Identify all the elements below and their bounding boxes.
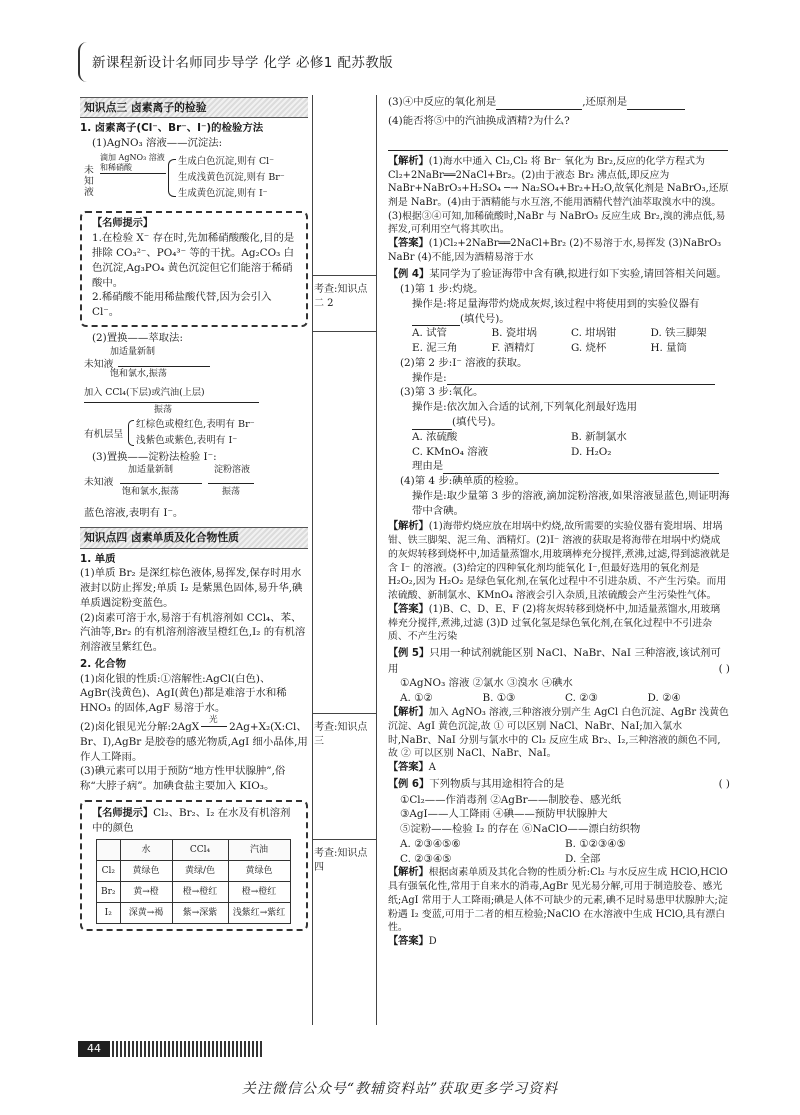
option[interactable]: C. KMnO₄ 溶液	[412, 445, 489, 458]
column-divider-left	[312, 95, 313, 1025]
paragraph: (1)单质 Br₂ 是深红棕色液体,易挥发,保存时用水液封以防止挥发;单质 I₂ 是紫黑色固体,易升华,碘单质遇淀粉变蓝色。	[80, 567, 303, 609]
option[interactable]: D. H₂O₂	[571, 445, 612, 458]
analysis-text: 根据卤素单质及其化合物的性质分析:Cl₂ 与水反应生成 HClO,HClO 具有强氧化性,常用于自来水的消毒,AgBr 见光易分解,可用于制造胶卷、感光纸;AgI 常用于人工降雨;碘是人体不可缺少的元素,碘不足时易患甲状腺肿大;淀粉遇 I₂ 变蓝,可用于二者的相互检验;NaClO 在水溶液中生成 HClO,具有漂白性。	[388, 867, 728, 934]
step-text-part: 理由是	[412, 460, 444, 473]
example-label: 【例 5】	[388, 648, 430, 660]
table-cell: Cl₂	[97, 861, 121, 882]
step-text-part: (填代号)。	[460, 312, 510, 325]
table-cell: 紫→深紫	[172, 903, 228, 924]
flow-bracket	[168, 159, 176, 197]
step: (3)第 3 步:氧化。	[400, 386, 484, 399]
table-row	[97, 903, 291, 924]
subheading: 1. 卤素离子(Cl⁻、Br⁻、I⁻)的检验方法	[80, 122, 264, 135]
margin-tag: 考查:知识点三	[314, 722, 368, 747]
option[interactable]: A. 浓硫酸	[412, 430, 458, 443]
flow-arrow	[84, 402, 259, 403]
step-text	[388, 415, 730, 430]
step: (4)第 4 步:碘单质的检验。	[400, 475, 525, 488]
table-cell: 黄绿色	[120, 861, 172, 882]
question-text: ,还原剂是	[582, 96, 628, 108]
option[interactable]: D. 全部	[565, 852, 601, 865]
option-list	[388, 837, 730, 867]
page-header	[78, 40, 728, 90]
example	[388, 267, 730, 282]
answer-blank[interactable]	[443, 462, 719, 474]
option-list	[388, 326, 730, 356]
paragraph: (3)碘元素可以用于预防“地方性甲状腺肿”,俗称“大脖子病”。加碘食盐主要加入 KIO₃。	[80, 765, 286, 793]
table-cell: 黄绿/色	[172, 861, 228, 882]
page-number: 44	[78, 1041, 110, 1057]
table-cell: 橙→橙红	[228, 882, 290, 903]
step-text	[388, 371, 730, 386]
flow-start: 未知液	[84, 477, 114, 489]
table-cell: 浅紫红→紫红	[228, 903, 290, 924]
example-label: 【例 4】	[388, 268, 430, 280]
header-brace	[78, 42, 87, 82]
method-title: (2)置换——萃取法:	[92, 331, 183, 344]
option[interactable]: D. 铁三脚架	[650, 327, 707, 340]
table-header-cell: CCl₄	[172, 840, 228, 861]
step-text	[388, 459, 730, 474]
answer-blank[interactable]	[412, 418, 452, 430]
flow-arrow-label: 饱和氯水,振荡	[122, 487, 179, 498]
table-cell: 黄绿色	[228, 861, 290, 882]
section-heading-3: 知识点三 卤素离子的检验	[80, 97, 308, 118]
flow-start: 未知液	[84, 358, 114, 370]
subheading: 2. 化合物	[80, 657, 126, 670]
step-text-part: 操作是:将足量海带灼烧成灰烬,该过程中将使用到的实验仪器有	[412, 297, 700, 310]
tips-box	[80, 211, 308, 327]
table-header-cell: 汽油	[228, 840, 290, 861]
step-text-part: 操作是:	[412, 371, 447, 384]
condition-label: 光	[209, 715, 218, 726]
answer	[388, 603, 730, 644]
analysis-text: (1)海水中通入 Cl₂,Cl₂ 将 Br⁻ 氧化为 Br₂,反应的化学方程式为 Cl₂+2NaBr══2NaCl+Br₂。(2)由于液态 Br₂ 沸点低,即反应为 NaBr+NaBrO₃+H₂SO₄ ─→ Na₂SO₄+Br₂+H₂O,故氧化剂是 NaBrO₃,还原剂是 NaBr。(4)由于酒精能与水互溶,不能用酒精代替汽油萃取溴水中的溴。(3)根据③④可知,加稀硫酸时,NaBr 与 NaBrO₃ 反应生成 Br₂,溴的沸点低,易挥发,可利用空气将其吹出。	[388, 155, 729, 236]
flow-arrow	[120, 483, 202, 484]
analysis-label: 【解析】	[388, 155, 429, 167]
flow-result: 蓝色溶液,表明有 I⁻。	[84, 507, 184, 520]
option[interactable]: A. 试管	[412, 327, 447, 340]
table-row	[97, 861, 291, 882]
option[interactable]: B. 新制氯水	[571, 430, 627, 443]
margin-rule	[312, 713, 376, 714]
answer-text: (1)Cl₂+2NaBr══2NaCl+Br₂ (2)不易溶于水,易挥发 (3)NaBrO₃ NaBr (4)不能,因为酒精易溶于水	[388, 237, 722, 263]
footer-note: 关注微信公众号“教辅资料站”获取更多学习资料	[241, 1081, 559, 1097]
flow-arrow-label: 振荡	[154, 404, 173, 415]
flow-result: 生成浅黄色沉淀,则有 Br⁻	[178, 171, 285, 183]
flow-result: 生成白色沉淀,则有 Cl⁻	[178, 155, 275, 167]
paragraph: (2)卤素可溶于水,易溶于有机溶剂如 CCl₄、苯、汽油等,Br₂ 的有机溶剂溶液呈橙红色,I₂ 的有机溶剂溶液呈紫红色。	[80, 611, 306, 654]
flow-arrow-label: 滴加 AgNO₃ 溶液和稀硝酸	[100, 152, 165, 172]
tips-title: 【名师提示】	[88, 217, 300, 231]
table-cell: 橙→橙红	[172, 882, 228, 903]
table-row	[97, 882, 291, 903]
table-cell: 深黄→褐	[120, 903, 172, 924]
margin-tag: 考查:知识点四	[314, 848, 368, 873]
flow-arrow-label: 加适量新制	[110, 346, 156, 357]
flow-result: 生成黄色沉淀,则有 I⁻	[178, 187, 268, 199]
flow-arrow-label: 淀粉溶液	[214, 465, 251, 476]
margin-rule	[312, 275, 376, 276]
analysis	[388, 866, 730, 935]
answer-blank[interactable]	[412, 314, 460, 326]
table-header-cell: 水	[120, 840, 172, 861]
answer-label: 【答案】	[388, 936, 429, 948]
option[interactable]: G. 烧杯	[571, 342, 607, 355]
items: ①Cl₂——作消毒剂 ②AgBr——制胶卷、感光纸	[400, 793, 622, 806]
margin-tag: 考查:知识点二 2	[314, 284, 368, 309]
table-cell: Br₂	[97, 882, 121, 903]
footer-decoration	[112, 1041, 262, 1057]
column-divider-right	[376, 95, 377, 1025]
answer	[388, 237, 730, 265]
flow-arrow	[208, 483, 254, 484]
step-text	[388, 400, 730, 415]
analysis	[388, 520, 730, 602]
analysis-label: 【解析】	[388, 867, 429, 879]
tips-box-colors	[80, 800, 308, 931]
flow-extraction	[84, 346, 308, 446]
flow-end-label: 有机层呈	[84, 428, 124, 440]
items: ①AgNO₃ 溶液 ②氯水 ③溴水 ④碘水	[400, 677, 573, 690]
table-cell: 黄→橙	[120, 882, 172, 903]
example-text: 下列物质与其用途相符合的是	[429, 778, 565, 791]
example-label: 【例 6】	[388, 779, 430, 791]
option[interactable]: C. ②③	[565, 692, 598, 705]
subheading: 1. 单质	[80, 552, 116, 565]
table-cell: I₂	[97, 903, 121, 924]
answer-label: 【答案】	[388, 603, 429, 615]
question	[388, 95, 730, 110]
example	[388, 646, 730, 676]
tips-text: 2.稀硝酸不能用稀盐酸代替,因为会引入 Cl⁻。	[92, 291, 272, 319]
answer-blank[interactable]	[388, 139, 728, 151]
analysis	[388, 706, 730, 761]
flow-arrow	[118, 366, 210, 367]
tips-text: 1.在检验 X⁻ 存在时,先加稀硝酸酸化,目的是排除 CO₃²⁻、PO₄³⁻ 等的干扰。Ag₂CO₃ 白色沉淀,Ag₃PO₄ 黄色沉淀但它们能溶于稀硝酸中。	[92, 232, 295, 289]
table-header-row	[97, 840, 291, 861]
answer-label: 【答案】	[388, 761, 429, 773]
paragraph: (1)卤化银的性质:①溶解性:AgCl(白色)、AgBr(浅黄色)、AgI(黄色)都是难溶于水和稀 HNO₃ 的固体,AgF 易溶于水。	[80, 672, 287, 715]
margin-column	[314, 95, 374, 1025]
step: (2)第 2 步:I⁻ 溶液的获取。	[400, 356, 528, 369]
margin-rule	[312, 331, 376, 332]
option[interactable]: E. 泥三角	[412, 342, 458, 355]
answer-paren[interactable]: ( )	[718, 662, 730, 675]
items: ③AgI——人工降雨 ④碘——预防甲状腺肿大	[400, 808, 608, 821]
color-table	[96, 839, 291, 924]
flow-bracket	[128, 420, 134, 446]
book-title: 新课程新设计名师同步导学 化学 必修1 配苏教版	[92, 55, 394, 71]
left-column	[80, 95, 308, 935]
analysis-text: 加入 AgNO₃ 溶液,三种溶液分别产生 AgCl 白色沉淀、AgBr 浅黄色沉淀、AgI 黄色沉淀,故 ① 可以区别 NaCl、NaBr、NaI;加入氯水时,NaBr、NaI 分别与氯水中的 Cl₂ 反应生成 Br₂、I₂,三种溶液的颜色不同,故 ② 可以区别 NaCl、NaBr、NaI。	[388, 706, 729, 760]
option[interactable]: D. ②④	[647, 692, 681, 705]
answer-blank[interactable]	[496, 98, 582, 110]
answer	[388, 935, 730, 949]
equation-right: 2Ag+X₂(X:Cl、Br、I),AgBr 是胶卷的感光物质,AgI 细小晶体,用作人工降雨。	[80, 720, 308, 763]
equation-arrow	[201, 715, 227, 727]
option[interactable]: A. ②③④⑤⑥	[400, 837, 461, 850]
flow-arrow-label: 加适量新制	[128, 465, 174, 476]
analysis-label: 【解析】	[388, 706, 429, 718]
option-list	[388, 691, 730, 706]
answer-text: A	[428, 761, 436, 773]
margin-rule	[312, 839, 376, 840]
flow-starch	[84, 464, 308, 508]
flow-precipitation	[84, 153, 308, 207]
option-list	[388, 430, 730, 460]
option[interactable]: B. ①③	[482, 692, 516, 705]
option[interactable]: H. 量筒	[650, 342, 687, 355]
step-text: 操作是:取少量第 3 步的溶液,滴加淀粉溶液,如果溶液显蓝色,则证明海带中含碘。	[412, 489, 730, 517]
example-text: 某同学为了验证海带中含有碘,拟进行如下实验,请回答相关问题。	[429, 267, 727, 280]
example-text: 只用一种试剂就能区别 NaCl、NaBr、NaI 三种溶液,该试剂可用	[388, 647, 721, 675]
step-text-part: 操作是:依次加入合适的试剂,下列氧化剂最好选用	[412, 401, 638, 414]
table-header-cell	[97, 840, 121, 861]
step-text	[388, 297, 730, 327]
question: (4)能否将⑤中的汽油换成酒精?为什么?	[388, 114, 570, 127]
option[interactable]: C. 坩埚钳	[571, 327, 617, 340]
flow-start: 未知液	[84, 164, 94, 199]
section-heading-4: 知识点四 卤素单质及化合物性质	[80, 527, 308, 548]
analysis-text: (1)海带灼烧应放在坩埚中灼烧,故所需要的实验仪器有瓷坩埚、坩埚钳、铁三脚架、泥三角、酒精灯。(2)I⁻ 溶液的获取是将海带在坩埚中灼烧成的灰烬转移到烧杯中,加适量蒸馏水,用玻璃棒充分搅拌,煮沸,过滤,得到滤液就是含 I⁻ 的溶液。(3)给定的四种氧化剂均能氧化 I⁻,但最好选用的氧化剂是 H₂O₂,因为 H₂O₂ 是绿色氧化剂,在氧化过程中不引进杂质、不产生污染。而用浓硫酸、新制氯水、KMnO₄ 溶液会引入杂质,且浓硫酸会产生污染性气体。	[388, 521, 730, 602]
right-column	[388, 95, 730, 949]
equation-left: (2)卤化银见光分解:2AgX	[80, 720, 200, 733]
flow-result: 浅紫色或紫色,表明有 I⁻	[136, 434, 238, 446]
option[interactable]: A. ①②	[400, 692, 433, 705]
analysis	[388, 155, 730, 237]
tips-line	[88, 806, 300, 836]
option[interactable]: F. 酒精灯	[491, 342, 535, 355]
flow-arrow-label: 饱和氯水,振荡	[110, 368, 167, 379]
tips-title: 【名师提示】	[92, 807, 154, 819]
answer-text: D	[428, 936, 437, 948]
example	[388, 777, 730, 792]
method-title: (1)AgNO₃ 溶液——沉淀法:	[92, 137, 223, 150]
answer-text: (1)B、C、D、E、F (2)将灰烬转移到烧杯中,加适量蒸馏水,用玻璃棒充分搅拌,煮沸,过滤 (3)D 过氧化氢是绿色氧化剂,在氧化过程中不引进杂质、不产生污染	[388, 603, 721, 643]
flow-result: 红棕色或橙红色,表明有 Br⁻	[136, 418, 255, 430]
flow-arrow-label: 加入 CCl₄(下层)或汽油(上层)	[84, 386, 205, 398]
method-title: (3)置换——淀粉法检验 I⁻:	[92, 450, 217, 463]
items: ⑤淀粉——检验 I₂ 的存在 ⑥NaClO——漂白纺织物	[400, 823, 641, 836]
answer-blank[interactable]	[447, 373, 715, 385]
analysis-label: 【解析】	[388, 521, 429, 533]
option[interactable]: B. ①②③④⑤	[565, 837, 626, 850]
answer	[388, 761, 730, 775]
step: (1)第 1 步:灼烧。	[400, 283, 484, 296]
paragraph	[80, 715, 308, 764]
answer-paren[interactable]: ( )	[718, 778, 730, 791]
option[interactable]: B. 瓷坩埚	[491, 327, 537, 340]
step-text-part: (填代号)。	[452, 416, 502, 428]
option[interactable]: C. ②③④⑤	[400, 852, 452, 865]
tips-text: Cl₂、Br₂、I₂ 在水及有机溶剂中的颜色	[92, 806, 291, 835]
answer-label: 【答案】	[388, 237, 429, 249]
question-text: (3)④中反应的氧化剂是	[388, 96, 497, 108]
flow-arrow-label: 振荡	[222, 487, 241, 498]
answer-blank[interactable]	[627, 98, 685, 110]
